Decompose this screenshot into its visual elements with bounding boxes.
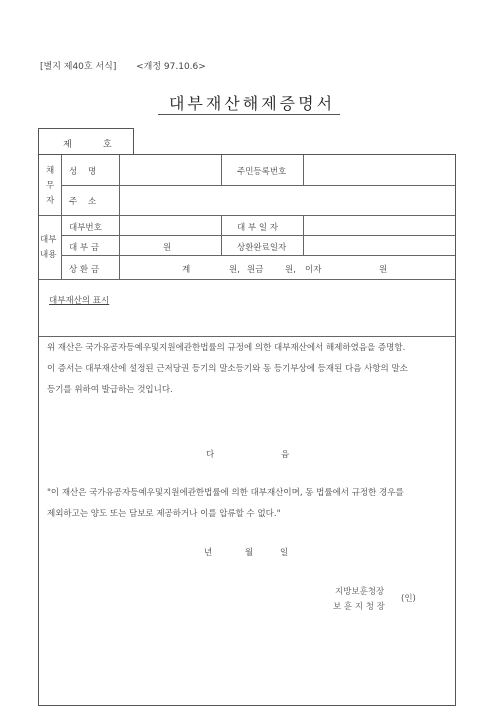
serial-label-ho: 호 — [103, 140, 112, 150]
form-reference — [40, 59, 206, 72]
row-divider — [61, 235, 455, 236]
col-divider — [303, 215, 304, 255]
name-label: 성 명 — [69, 167, 97, 177]
section-divider — [39, 336, 455, 337]
repaid-interest-label: 이자 — [305, 265, 322, 275]
col-divider — [221, 215, 222, 255]
seal-mark: (인) — [401, 594, 416, 604]
da-label: 다 — [206, 450, 215, 460]
row-divider — [39, 215, 455, 216]
serial-label-je: 제 — [63, 140, 72, 150]
restriction-notice — [47, 483, 451, 525]
document-title: 대부재산해제증명서 — [168, 94, 336, 113]
repaid-principal-label: 원금 — [247, 265, 264, 275]
title-underline — [158, 114, 340, 115]
debtor-label-2: 무 — [46, 181, 55, 191]
col-divider — [221, 155, 222, 185]
loan-amount-label: 대 부 금 — [69, 243, 100, 253]
row-divider — [61, 185, 455, 186]
loan-amount-unit: 원 — [163, 243, 172, 253]
property-description-label: 대부재산의 표시 — [49, 296, 110, 306]
repaid-won-3: 원 — [379, 265, 388, 275]
col-divider — [119, 155, 120, 279]
issuer-branch-office: 보 훈 지 청 장 — [333, 602, 385, 612]
row-divider — [61, 255, 455, 256]
body-line-2: 이 증서는 대부재산에 설정된 근저당권 등기의 말소등기와 동 등기부상에 등재된 다음 사항의 말소 — [47, 364, 408, 374]
debtor-label-3: 자 — [46, 196, 55, 206]
year-label: 년 — [204, 548, 213, 558]
repayment-date-label: 상환완료일자 — [237, 243, 287, 253]
serial-number-box — [38, 128, 134, 155]
row-divider — [39, 279, 455, 280]
form-number: [별지 제40호 서식] — [40, 62, 117, 72]
repaid-total-label: 계 — [182, 265, 191, 275]
body-paragraph — [47, 338, 451, 401]
loan-label-1: 대부 — [40, 235, 57, 245]
revision-date: <개정 97.10.6> — [136, 62, 206, 72]
repaid-won-2: 원, — [285, 265, 296, 275]
body-line-3: 등기를 위하여 발급하는 것입니다. — [47, 385, 173, 395]
loan-number-label: 대부번호 — [69, 223, 102, 233]
issuer-regional-office: 지방보훈청장 — [335, 587, 385, 597]
eum-label: 음 — [281, 450, 290, 460]
notice-line-2: 제외하고는 양도 또는 담보로 제공하거나 이를 압류할 수 없다." — [47, 509, 281, 519]
day-label: 일 — [280, 548, 289, 558]
col-divider — [303, 155, 304, 185]
loan-label-2: 내용 — [40, 250, 57, 260]
month-label: 월 — [245, 548, 254, 558]
debtor-label-1: 채 — [46, 166, 55, 176]
address-label: 주 소 — [69, 197, 97, 207]
body-line-1: 위 재산은 국가유공자등예우및지원에관한법률의 규정에 의한 대부재산에서 해제하였음을 증명함. — [47, 343, 406, 353]
notice-line-1: "이 재산은 국가유공자등예우및지원에관한법률에 의한 대부재산이며, 동 법률에서 규정한 경우를 — [47, 488, 404, 498]
col-divider — [61, 155, 62, 279]
repaid-amount-label: 상 환 금 — [69, 265, 100, 275]
resident-number-label: 주민등록번호 — [237, 167, 287, 177]
repaid-won-1: 원, — [229, 265, 240, 275]
certificate-form — [38, 154, 456, 706]
loan-date-label: 대 부 일 자 — [237, 223, 278, 233]
